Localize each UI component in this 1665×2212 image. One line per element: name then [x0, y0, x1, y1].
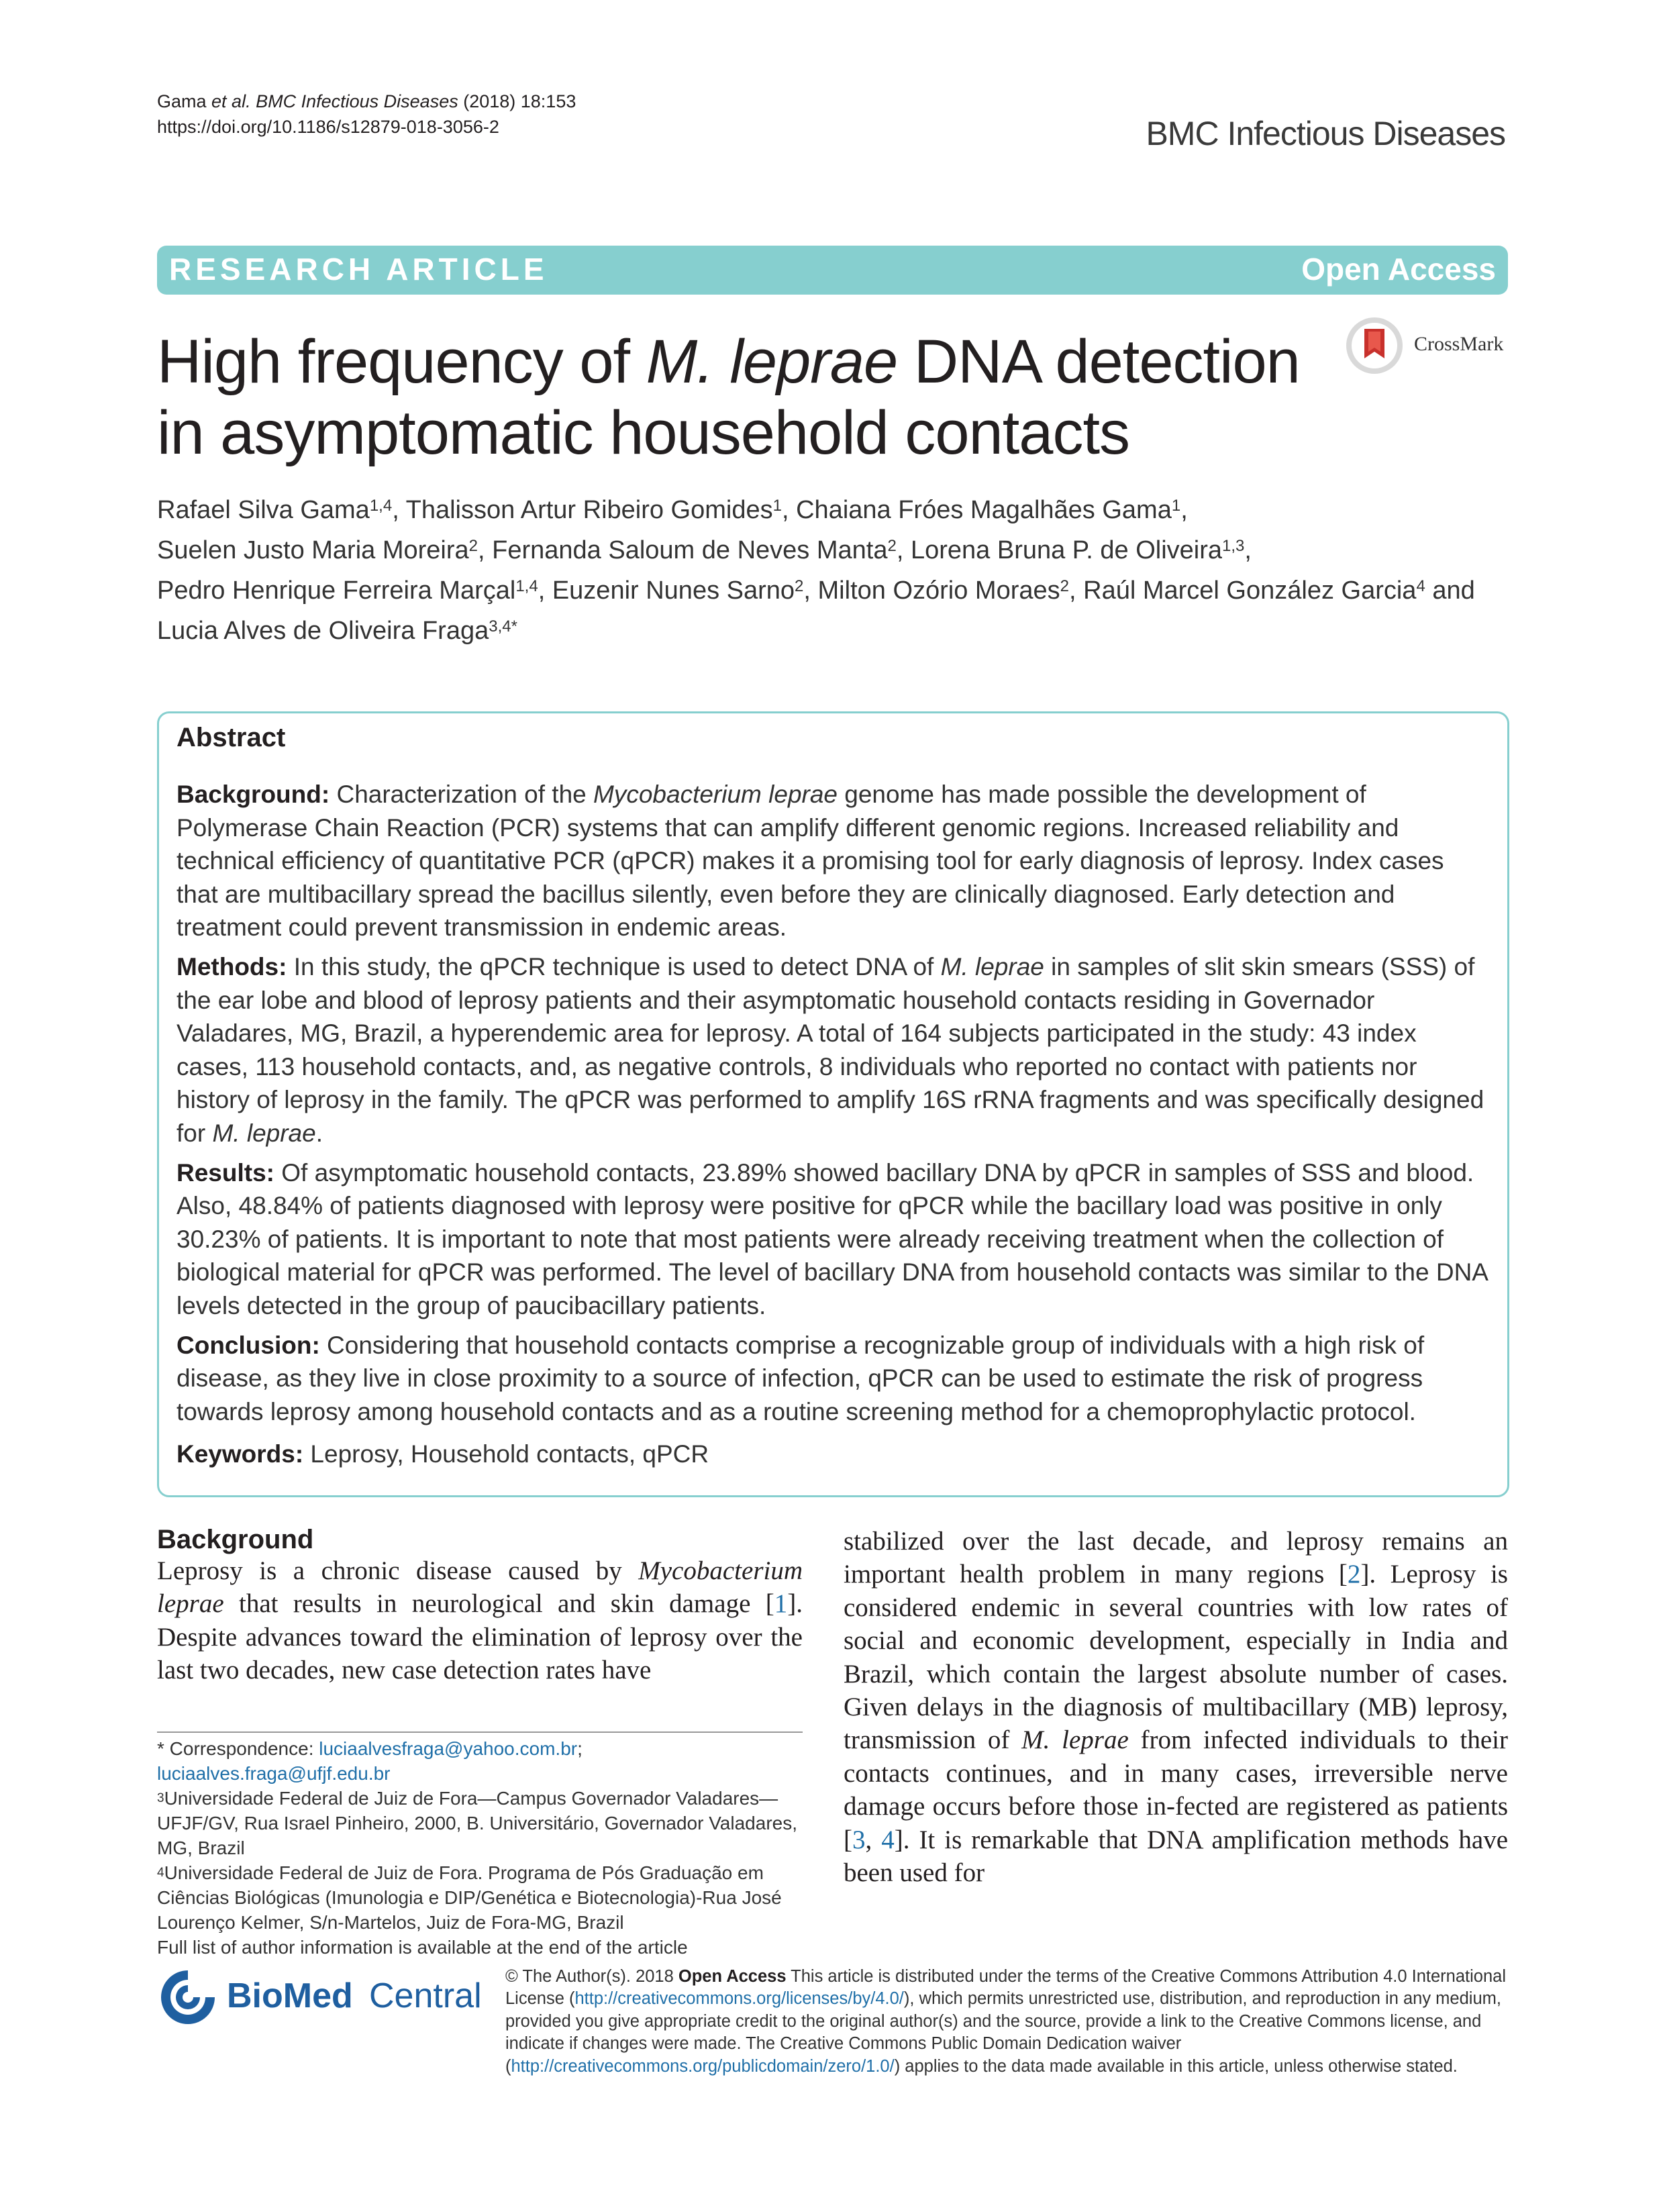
body-paragraph: stabilized over the last decade, and leprosy remains an important health problem in many regions [2]. Leprosy is considered endemic in several countries with low rates of social and economic development, especially in India and Brazil, which contain the largest absolute number of cases. Given delays in the diagnosis of multibacillary (MB) leprosy, transmission of M. leprae from infected individuals to their contacts continues, and in many cases, irreversible nerve damage occurs before those in-fected are registered as patients [3, 4]. It is remarkable that DNA amplification methods have been used for [844, 1527, 1509, 1888]
abstract-conclusion: Conclusion: Considering that household contacts comprise a recognizable group of individuals with a high risk of disease, as they live in close proximity to a source of infection, qPCR can be used to estimate the risk of progress towards leprosy among household contacts and as a routine screening method for a chemoprophylactic protocol. [176, 1331, 1425, 1425]
crossmark-icon [1344, 315, 1405, 376]
license-text: © The Author(s). 2018 Open Access This article is distributed under the terms of the Creative Commons Attribution 4.0 International License (http://creativecommons.org/licenses/by/4.0/), which permits unrestricted use, distribution, and reproduction in any medium, provided you give appropriate credit to the original author(s) and the source, provide a link to the Creative Commons license, and indicate if changes were made. The Creative Commons Public Domain Dedication waiver (http://creativecommons.org/publicdomain/zero/1.0/) applies to the data made available in this article, unless otherwise stated. [505, 1967, 1507, 2076]
crossmark-label: CrossMark [1414, 333, 1504, 355]
author[interactable]: Rafael Silva Gama$^{1,4}$ [157, 496, 393, 524]
correspondence: * Correspondence: luciaalvesfraga@yahoo.com.br; luciaalves.fraga@ufjf.edu.br [157, 1738, 583, 1784]
abstract-box [157, 711, 1509, 1497]
article-type-banner [157, 246, 1508, 295]
author[interactable]: Milton Ozório Moraes$^2$ [817, 576, 1070, 605]
reference-link[interactable]: 2 [1347, 1560, 1361, 1589]
affiliation: $^4$Universidade Federal de Juiz de Fora. Programa de Pós Graduação em Ciências Biológicas (Imunologia e DIP/Genética e Biotecnologia)-Rua José Lourenço Kelmer, S/n-Martelos, Juiz de Fora-MG, Brazil [157, 1862, 782, 1933]
affiliation: $^3$Universidade Federal de Juiz de Fora—Campus Governador Valadares—UFJF/GV, Rua Israel Pinheiro, 2000, B. Universitário, Governador Valadares, MG, Brazil [157, 1788, 797, 1858]
abstract-heading: Abstract [176, 723, 286, 752]
author-info-note: Full list of author information is available at the end of the article [157, 1937, 688, 1958]
author[interactable]: Thalisson Artur Ribeiro Gomides$^1$ [405, 496, 782, 524]
author[interactable]: Raúl Marcel González Garcia$^4$ [1083, 576, 1425, 605]
citation: Gama et al. BMC Infectious Diseases (2018) 18:153 [157, 91, 576, 111]
reference-link[interactable]: 1 [774, 1589, 788, 1619]
author[interactable]: Chaiana Fróes Magalhães Gama$^1$ [796, 496, 1181, 524]
author[interactable]: Suelen Justo Maria Moreira$^2$ [157, 536, 478, 564]
article-type: RESEARCH ARTICLE [169, 252, 548, 287]
reference-link[interactable]: 4 [881, 1825, 895, 1854]
email-link[interactable]: luciaalves.fraga@ufjf.edu.br [157, 1763, 391, 1784]
abstract-results: Results: Of asymptomatic household contacts, 23.89% showed bacillary DNA by qPCR in samples of SSS and blood. Also, 48.84% of patients diagnosed with leprosy were positive for qPCR while the bacillary load was positive in only 30.23% of patients. It is important to note that most patients were already receiving treatment when the collection of biological material for qPCR was performed. The level of bacillary DNA from household contacts was similar to the DNA levels detected in the group of paucibacillary patients. [176, 1158, 1487, 1319]
section-heading-background: Background [157, 1525, 314, 1554]
author[interactable]: Euzenir Nunes Sarno$^2$ [552, 576, 804, 605]
biomed-central-logo: BioMed Central [156, 1966, 471, 2027]
abstract-methods: Methods: In this study, the qPCR technique is used to detect DNA of M. leprae in samples of slit skin smears (SSS) of the ear lobe and blood of leprosy patients and their asymptomatic household contacts residing in Governador Valadares, MG, Brazil, a hyperendemic area for leprosy. A total of 164 subjects participated in the study: 43 index cases, 113 household contacts, and, as negative controls, 8 individuals who reported no contact with patients nor history of leprosy in the family. The qPCR was performed to amplify 16S rRNA fragments and was specifically designed for M. leprae. [176, 952, 1484, 1147]
author[interactable]: Fernanda Saloum de Neves Manta$^2$ [492, 536, 897, 564]
correspondence-footnote [157, 1736, 803, 1960]
abstract-keywords: Keywords: Leprosy, Household contacts, qPCR [176, 1440, 709, 1468]
citation-line [157, 89, 576, 140]
author[interactable]: Lucia Alves de Oliveira Fraga$^{3,4*}$ [157, 617, 517, 645]
open-access-label: Open Access [1301, 252, 1496, 287]
license-link[interactable]: http://creativecommons.org/licenses/by/4.0/ [574, 1989, 904, 2009]
doi-link[interactable]: https://doi.org/10.1186/s12879-018-3056-2 [157, 117, 499, 137]
crossmark-badge[interactable] [1344, 315, 1515, 376]
body-left-column [157, 1525, 803, 1687]
footnote-divider [157, 1731, 803, 1733]
journal-name: BMC Infectious Diseases [1146, 115, 1505, 152]
biomed-central-icon [156, 1966, 220, 2027]
abstract-body [176, 778, 1492, 1477]
author-list: Rafael Silva Gama$^{1,4}$, Thalisson Artur Ribeiro Gomides$^1$, Chaiana Fróes Magalhães Gama$^1$, Suelen Justo Maria Moreira$^2$, Fernanda Saloum de Neves Manta$^2$, Lorena Bruna P. de Oliveira$^{1,3}$, Pedro Henrique Ferreira Marçal$^{1,4}$, Euzenir Nunes Sarno$^2$, Milton Ozório Moraes$^2$, Raúl Marcel González Garcia$^4$ and Lucia Alves de Oliveira Fraga$^{3,4*}$ [157, 496, 1475, 645]
author[interactable]: Lorena Bruna P. de Oliveira$^{1,3}$ [910, 536, 1245, 564]
email-link[interactable]: luciaalvesfraga@yahoo.com.br [319, 1738, 578, 1759]
license-link[interactable]: http://creativecommons.org/publicdomain/zero/1.0/ [511, 2056, 895, 2076]
author[interactable]: Pedro Henrique Ferreira Marçal$^{1,4}$ [157, 576, 538, 605]
article-title: High frequency of M. leprae DNA detection in asymptomatic household contacts [157, 328, 1300, 467]
reference-link[interactable]: 3 [852, 1825, 866, 1854]
abstract-background: Background: Characterization of the Mycobacterium leprae genome has made possible the development of Polymerase Chain Reaction (PCR) systems that can amplify different genomic regions. Increased reliability and technical efficiency of quantitative PCR (qPCR) makes it a promising tool for early diagnosis of leprosy. Index cases that are multibacillary spread the bacillus silently, even before they are clinically diagnosed. Early detection and treatment could prevent transmission in endemic areas. [176, 781, 1444, 942]
body-right-column [844, 1525, 1508, 1889]
body-paragraph: Leprosy is a chronic disease caused by Mycobacterium leprae that results in neurological and skin damage [1]. Despite advances toward the elimination of leprosy over the last two decades, new case detection rates have [157, 1556, 803, 1685]
